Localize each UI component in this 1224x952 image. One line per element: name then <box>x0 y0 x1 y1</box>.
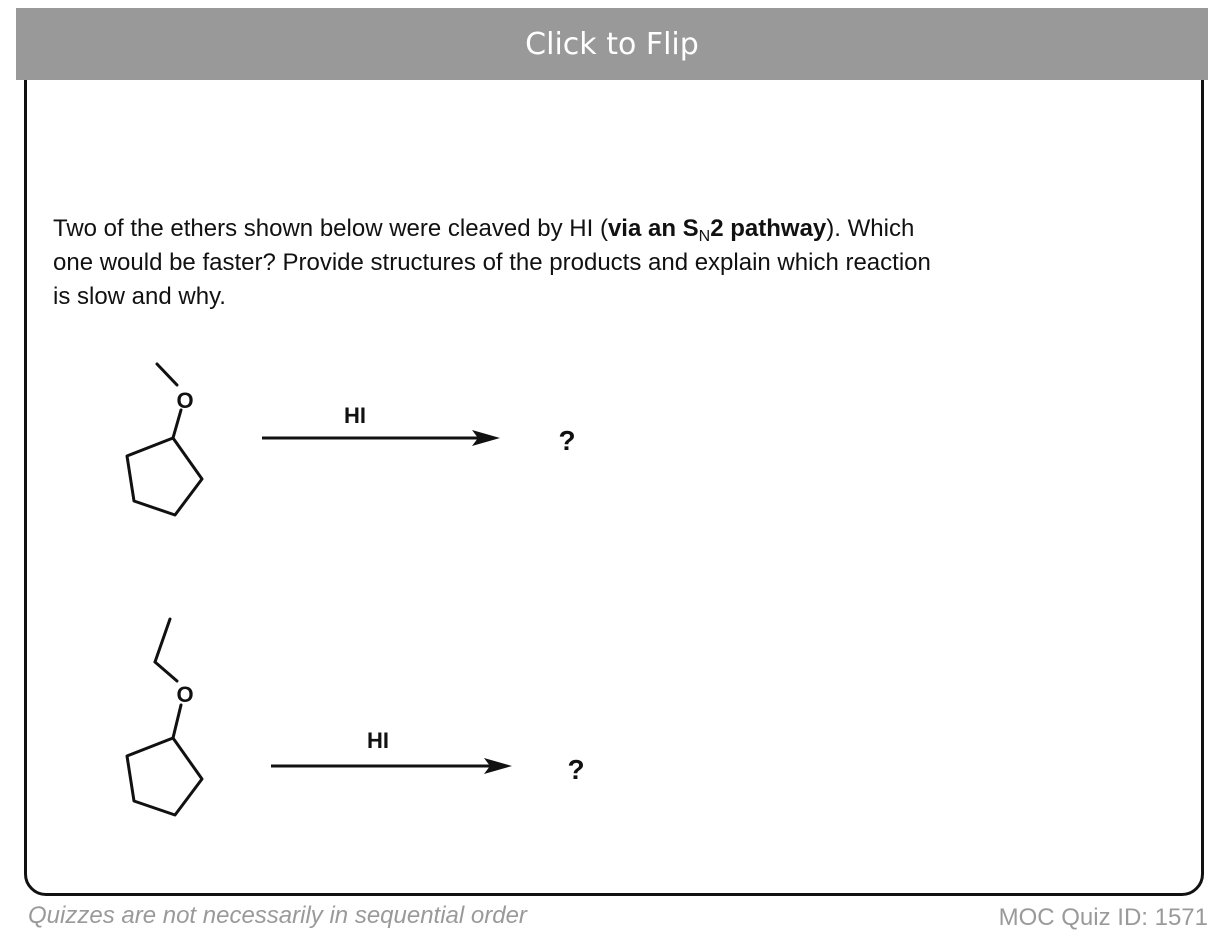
question-part-1: Two of the ethers shown below were cleaved by HI ( <box>53 215 608 242</box>
ethyl-bond-1 <box>155 619 170 662</box>
cyclopentane-ring-2 <box>127 738 202 815</box>
methyl-bond <box>157 364 177 385</box>
reagent-label-1: HI <box>344 403 366 428</box>
reaction-arrow-2 <box>271 758 512 774</box>
quiz-id: MOC Quiz ID: 1571 <box>998 904 1208 931</box>
ethyl-bond-2 <box>155 662 177 681</box>
reaction-arrow-1 <box>262 430 500 446</box>
product-unknown-1: ? <box>558 425 576 456</box>
cyclopentane-ring-1 <box>127 438 202 515</box>
oxygen-label-2: O <box>176 682 194 707</box>
question-part-2: ). Which one would be faster? Provide structures of the products and explain which reaction is slow and why. <box>53 215 931 310</box>
oxygen-label-1: O <box>176 388 194 413</box>
methoxycyclopentane-structure <box>127 364 202 515</box>
product-unknown-2: ? <box>567 754 585 785</box>
question-bold-2: 2 pathway <box>710 215 827 242</box>
o-ring-bond-2 <box>173 705 181 738</box>
question-bold-1: via an S <box>607 215 699 242</box>
reagent-label-2: HI <box>367 728 389 753</box>
o-ring-bond <box>173 410 181 438</box>
ethoxycyclopentane-structure <box>127 619 202 815</box>
flip-button-label: Click to Flip <box>525 26 699 62</box>
question-subscript: N <box>698 228 711 245</box>
sequence-disclaimer: Quizzes are not necessarily in sequential order <box>28 902 527 929</box>
